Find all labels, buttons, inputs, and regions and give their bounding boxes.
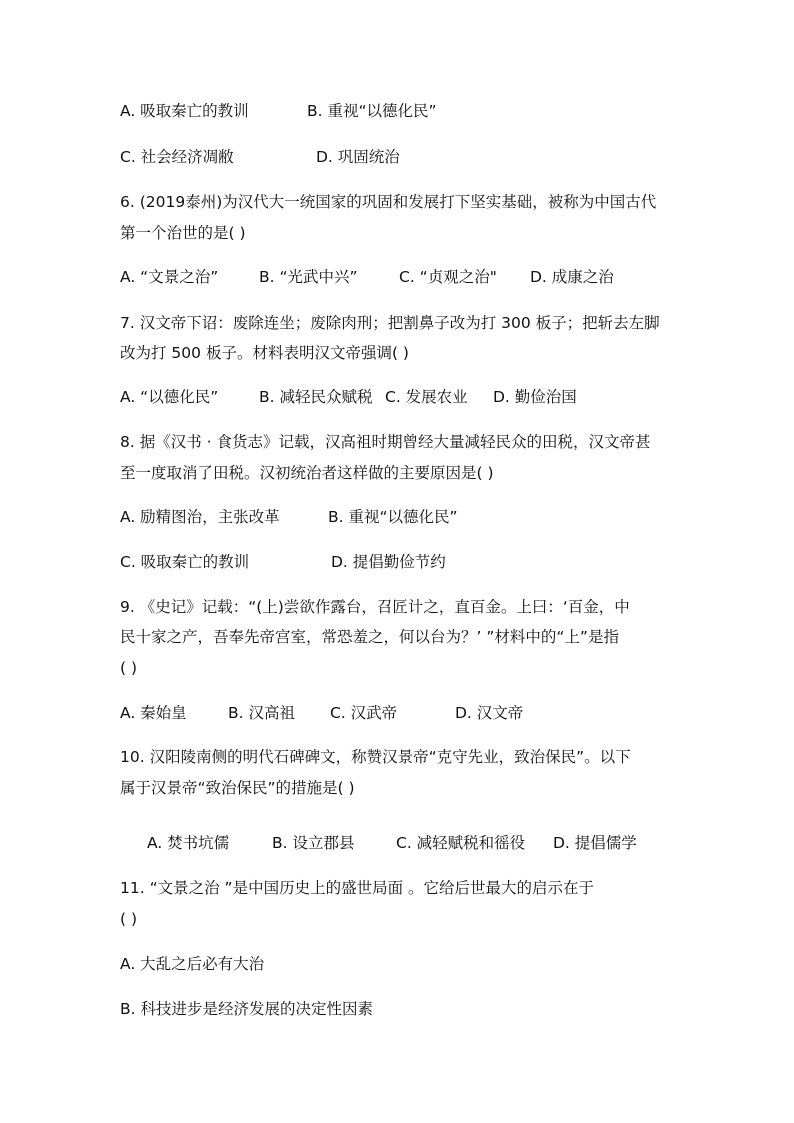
q5-option-a: A. 吸取秦亡的教训	[120, 102, 249, 120]
q11-stem-line2: ( )	[120, 910, 138, 928]
q6-stem-line1: 6. (2019泰州)为汉代大一统国家的巩固和发展打下坚实基础，被称为中国古代	[120, 193, 657, 211]
q5-option-d: D. 巩固统治	[316, 148, 400, 166]
q7-option-b: B. 减轻民众赋税	[259, 388, 373, 406]
q10-option-b: B. 设立郡县	[272, 834, 355, 852]
q10-option-c: C. 减轻赋税和徭役	[396, 834, 526, 852]
q5-option-c: C. 社会经济凋敝	[120, 148, 234, 166]
q9-stem-line2: 民十家之产，吾奉先帝宫室，常恐羞之，何以台为？’ ”材料中的“上”是指	[120, 628, 619, 646]
q8-option-c: C. 吸取秦亡的教训	[120, 553, 250, 571]
q8-stem-line2: 至一度取消了田税。汉初统治者这样做的主要原因是( )	[120, 464, 494, 482]
q10-option-d: D. 提倡儒学	[553, 834, 637, 852]
q9-option-c: C. 汉武帝	[330, 704, 398, 722]
q8-option-a: A. 励精图治，主张改革	[120, 508, 280, 526]
q6-option-c: C. “贞观之治"	[399, 268, 497, 286]
q6-stem-line2: 第一个治世的是( )	[120, 224, 246, 242]
q9-option-a: A. 秦始皇	[120, 704, 187, 722]
q10-stem-line2: 属于汉景帝“致治保民”的措施是( )	[120, 779, 355, 797]
q5-option-b: B. 重视“以德化民”	[307, 102, 437, 120]
q11-stem-line1: 11. “文景之治 ”是中国历史上的盛世局面 。它给后世最大的启示在于	[120, 879, 594, 897]
q10-option-a: A. 焚书坑儒	[147, 834, 230, 852]
q11-option-a: A. 大乱之后必有大治	[120, 955, 265, 973]
q6-option-d: D. 成康之治	[530, 268, 614, 286]
q8-option-d: D. 提倡勤俭节约	[331, 553, 446, 571]
q6-option-b: B. “光武中兴”	[259, 268, 358, 286]
q8-stem-line1: 8. 据《汉书 · 食货志》记载，汉高祖时期曾经大量减轻民众的田税，汉文帝甚	[120, 433, 651, 451]
q7-option-c: C. 发展农业	[385, 388, 468, 406]
q10-stem-line1: 10. 汉阳陵南侧的明代石碑碑文，称赞汉景帝“克守先业，致治保民”。以下	[120, 748, 631, 766]
q7-stem-line2: 改为打 500 板子。材料表明汉文帝强调( )	[120, 344, 409, 362]
q9-stem-line3: ( )	[120, 659, 138, 677]
q7-option-d: D. 勤俭治国	[493, 388, 577, 406]
q9-stem-line1: 9. 《史记》记载：“(上)尝欲作露台，召匠计之，直百金。上曰：‘百金，中	[120, 598, 630, 616]
q11-option-b: B. 科技进步是经济发展的决定性因素	[120, 1000, 373, 1018]
q8-option-b: B. 重视“以德化民”	[328, 508, 458, 526]
q7-option-a: A. “以德化民”	[120, 388, 219, 406]
q6-option-a: A. “文景之治”	[120, 268, 219, 286]
q7-stem-line1: 7. 汉文帝下诏：废除连坐；废除肉刑；把割鼻子改为打 300 板子；把斩去左脚	[120, 314, 660, 332]
q9-option-b: B. 汉高祖	[228, 704, 295, 722]
q9-option-d: D. 汉文帝	[455, 704, 524, 722]
